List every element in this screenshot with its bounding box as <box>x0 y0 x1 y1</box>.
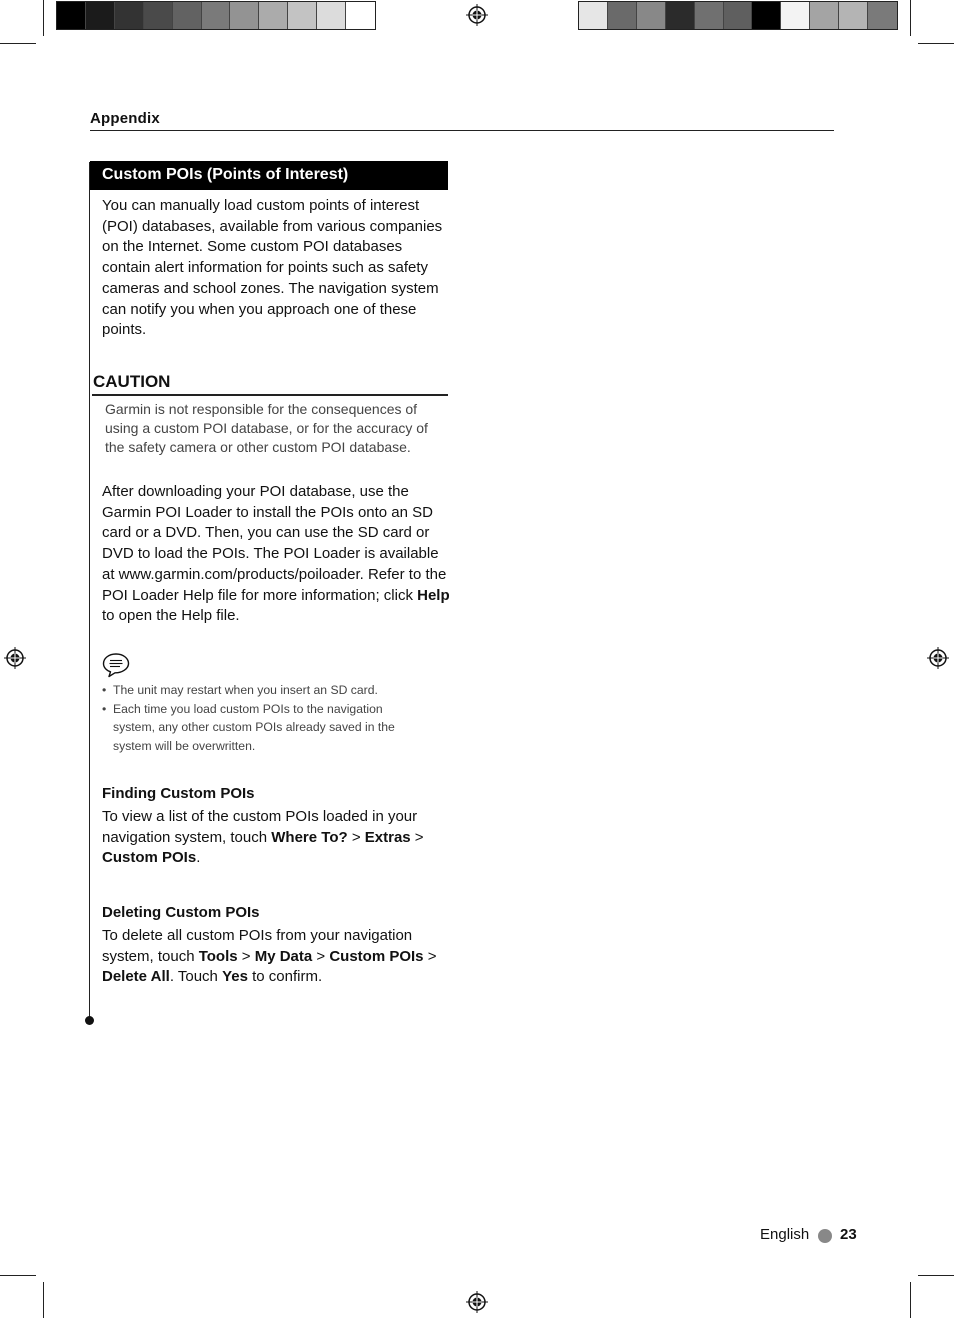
color-swatch <box>637 2 666 29</box>
color-swatch <box>86 2 115 29</box>
color-swatch <box>724 2 753 29</box>
color-swatch <box>839 2 868 29</box>
registration-mark-icon <box>466 1291 488 1313</box>
crop-mark <box>918 43 954 44</box>
list-item: • The unit may restart when you insert an SD card. <box>102 683 378 697</box>
crop-mark <box>43 1282 44 1318</box>
section-title: Custom POIs (Points of Interest) <box>90 161 448 190</box>
color-swatch <box>144 2 173 29</box>
crop-mark <box>918 1275 954 1276</box>
header-rule <box>90 130 834 131</box>
list-item: • Each time you load custom POIs to the navigation system, any other custom POIs already saved in the system will be overwritten. <box>102 701 395 754</box>
color-swatch <box>868 2 897 29</box>
notes-list <box>102 681 422 756</box>
finding-title: Finding Custom POIs <box>102 785 255 802</box>
color-swatch <box>810 2 839 29</box>
color-swatch <box>346 2 375 29</box>
color-swatch <box>259 2 288 29</box>
finding-paragraph: To view a list of the custom POIs loaded in your navigation system, touch Where To? > Extras > Custom POIs. <box>102 808 424 867</box>
deleting-paragraph: To delete all custom POIs from your navigation system, touch Tools > My Data > Custom POIs > Delete All. Touch Yes to confirm. <box>102 927 437 986</box>
column-rule <box>89 162 90 1022</box>
color-swatch <box>781 2 810 29</box>
download-text-end: to open the Help file. <box>102 607 240 625</box>
crop-mark <box>0 43 36 44</box>
page-number: 23 <box>840 1226 857 1243</box>
crop-mark <box>43 0 44 36</box>
registration-mark-icon <box>927 647 949 669</box>
download-text: After downloading your POI database, use the Garmin POI Loader to install the POIs onto an SD card or a DVD. Then, you can use the SD card or DVD to load the POIs. The POI Loader is available at www.garmin.com/products/poiloader. Refer to the POI Loader Help file for more information; click <box>102 483 447 604</box>
footer-dot <box>818 1229 832 1243</box>
color-swatch <box>173 2 202 29</box>
download-paragraph <box>102 482 450 627</box>
crop-mark <box>910 0 911 36</box>
crop-mark <box>0 1275 36 1276</box>
color-swatch <box>695 2 724 29</box>
color-swatch <box>288 2 317 29</box>
color-swatch <box>115 2 144 29</box>
note-icon <box>102 652 130 678</box>
crop-mark <box>910 1282 911 1318</box>
help-keyword: Help <box>417 586 450 604</box>
section-label: Appendix <box>90 110 160 127</box>
color-swatch <box>230 2 259 29</box>
color-bar-right <box>578 1 898 30</box>
color-swatch <box>57 2 86 29</box>
color-swatch <box>666 2 695 29</box>
footer-language: English <box>760 1226 810 1243</box>
caution-title: CAUTION <box>93 372 171 391</box>
color-bar-left <box>56 1 376 30</box>
color-swatch <box>579 2 608 29</box>
caution-text: Garmin is not responsible for the consequences of using a custom POI database, or for the accuracy of the safety camera or other custom POI database. <box>105 401 428 455</box>
caution-rule <box>92 394 448 396</box>
color-swatch <box>202 2 231 29</box>
registration-mark-icon <box>4 647 26 669</box>
color-swatch <box>608 2 637 29</box>
intro-paragraph: You can manually load custom points of interest (POI) databases, available from various companies on the Internet. Some custom POI databases contain alert information for points such as safety cameras and school zones. The navigation system can notify you when you approach one of these points. <box>102 197 443 339</box>
color-swatch <box>752 2 781 29</box>
registration-mark-icon <box>466 4 488 26</box>
column-end-dot <box>85 1016 94 1025</box>
color-swatch <box>317 2 346 29</box>
deleting-title: Deleting Custom POIs <box>102 904 260 921</box>
